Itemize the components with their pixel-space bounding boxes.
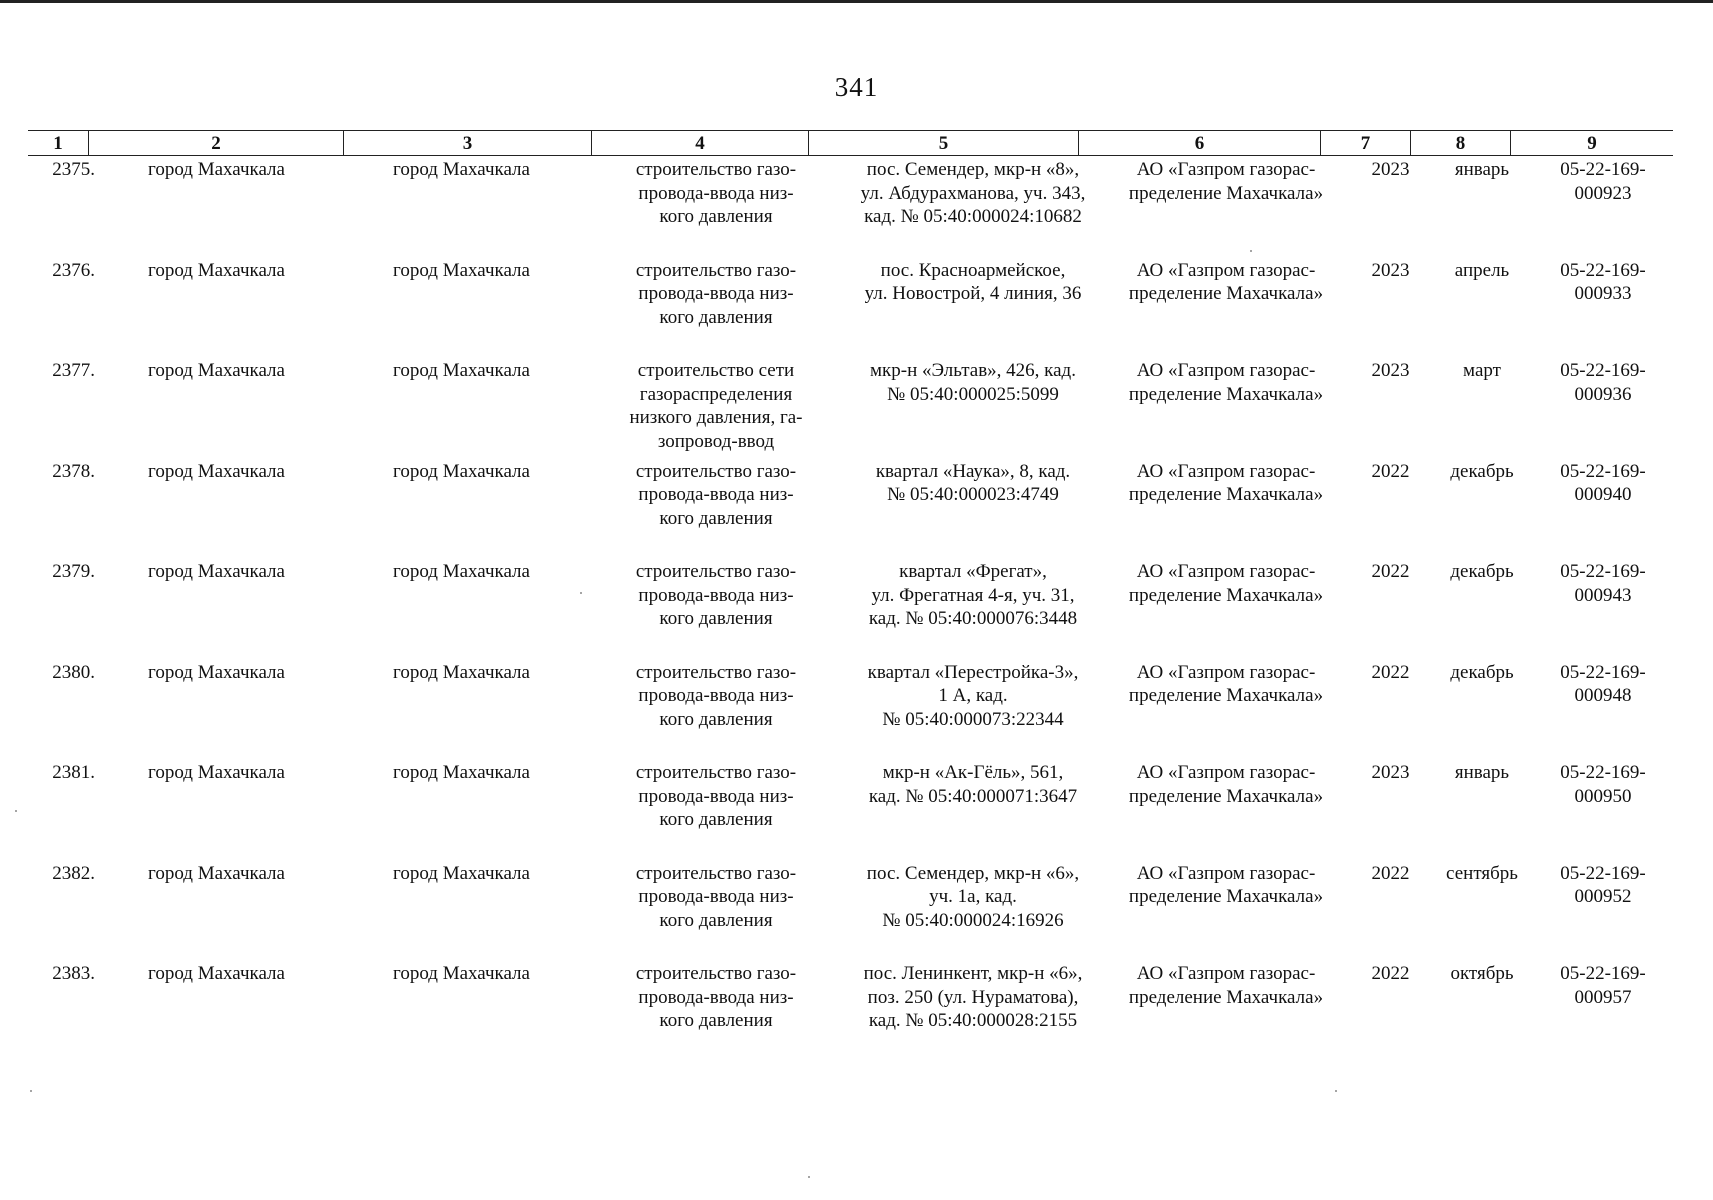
municipality-cell: город Махачкала: [148, 360, 285, 381]
purpose-cell: [588, 560, 844, 631]
purpose-cell-line: строительство газо-: [635, 762, 797, 783]
purpose-cell-line: кого давления: [659, 1010, 773, 1031]
purpose-cell-line: провода-ввода низ-: [638, 785, 794, 807]
municipality-cell: город Махачкала: [148, 963, 285, 984]
owner-cell: [1106, 862, 1346, 909]
address-cell-line: № 05:40:000025:5099: [887, 383, 1059, 405]
table-row: [28, 962, 1673, 1063]
address-cell-line: квартал «Фрегат»,: [899, 561, 1047, 582]
municipality-cell: город Махачкала: [148, 762, 285, 783]
municipality-cell: город Махачкала: [148, 460, 285, 482]
code-cell: [1533, 661, 1673, 708]
owner-cell: [1106, 359, 1346, 406]
code-cell: [1533, 158, 1673, 205]
column-header-8: 8: [1410, 131, 1510, 155]
code-cell-line: 000957: [1574, 986, 1632, 1008]
address-cell-line: пос. Семендер, мкр-н «6»,: [866, 862, 1080, 884]
purpose-cell: [588, 460, 844, 531]
code-cell-line: 05-22-169-: [1560, 561, 1646, 582]
code-cell: [1533, 460, 1673, 507]
municipality-cell: город Махачкала: [148, 561, 285, 582]
code-cell-line: 000940: [1574, 484, 1632, 505]
code-cell: [1533, 359, 1673, 406]
address-cell: [844, 962, 1102, 1033]
code-cell-line: 000923: [1574, 182, 1632, 204]
year-cell: 2023: [1371, 259, 1410, 281]
code-cell-line: 000948: [1574, 685, 1632, 706]
column-header-7: 7: [1320, 131, 1410, 155]
month-cell: январь: [1454, 762, 1510, 783]
purpose-cell: [588, 158, 844, 229]
code-cell: [1533, 962, 1673, 1009]
municipality-cell: город Махачкала: [148, 862, 285, 884]
year-cell: 2022: [1371, 561, 1410, 582]
scan-speck: [580, 592, 582, 594]
address-cell-line: мкр-н «Эльтав», 426, кад.: [870, 360, 1076, 381]
purpose-cell: [588, 359, 844, 453]
owner-cell-line: пределение Махачкала»: [1128, 986, 1324, 1008]
settlement-cell: город Махачкала: [393, 963, 530, 984]
table-row: [28, 359, 1673, 460]
purpose-cell-line: провода-ввода низ-: [638, 886, 794, 907]
owner-cell-line: АО «Газпром газорас-: [1136, 360, 1316, 381]
scan-speck: [30, 1090, 32, 1092]
purpose-cell-line: кого давления: [659, 708, 773, 730]
address-cell-line: мкр-н «Ак-Гёль», 561,: [882, 762, 1064, 783]
month-cell: сентябрь: [1446, 862, 1518, 884]
owner-cell-line: пределение Махачкала»: [1128, 283, 1324, 304]
owner-cell: [1106, 158, 1346, 205]
settlement-cell: город Махачкала: [393, 762, 530, 783]
settlement-cell: город Махачкала: [393, 360, 530, 381]
code-cell-line: 000936: [1574, 383, 1632, 405]
owner-cell-line: АО «Газпром газорас-: [1136, 963, 1316, 984]
purpose-cell-line: кого давления: [659, 206, 773, 227]
code-cell-line: 000943: [1574, 584, 1632, 606]
column-header-5: 5: [808, 131, 1078, 155]
purpose-cell: [588, 661, 844, 732]
purpose-cell-line: провода-ввода низ-: [638, 182, 794, 204]
row-number: 2378.: [52, 460, 95, 482]
address-cell-line: № 05:40:000023:4749: [887, 484, 1059, 505]
purpose-cell-line: газораспределения: [639, 383, 793, 405]
table-row: [28, 259, 1673, 360]
owner-cell-line: АО «Газпром газорас-: [1136, 561, 1316, 582]
year-cell: 2022: [1371, 862, 1410, 884]
column-header-4: 4: [591, 131, 808, 155]
code-cell-line: 05-22-169-: [1560, 963, 1646, 984]
address-cell: [844, 359, 1102, 406]
code-cell-line: 05-22-169-: [1560, 360, 1646, 381]
owner-cell: [1106, 761, 1346, 808]
row-number: 2379.: [52, 561, 95, 582]
address-cell-line: пос. Красноармейское,: [880, 259, 1066, 281]
purpose-cell-line: кого давления: [659, 909, 773, 931]
owner-cell-line: АО «Газпром газорас-: [1136, 862, 1316, 884]
code-cell-line: 05-22-169-: [1560, 460, 1646, 482]
code-cell-line: 05-22-169-: [1560, 762, 1646, 783]
address-cell-line: квартал «Перестройка-3»,: [867, 661, 1079, 683]
code-cell-line: 05-22-169-: [1560, 259, 1646, 281]
purpose-cell-line: кого давления: [659, 306, 773, 328]
purpose-cell-line: строительство газо-: [635, 561, 797, 582]
settlement-cell: город Махачкала: [393, 259, 530, 281]
purpose-cell: [588, 862, 844, 933]
address-cell-line: поз. 250 (ул. Нураматова),: [867, 986, 1079, 1008]
owner-cell-line: пределение Махачкала»: [1128, 484, 1324, 505]
purpose-cell: [588, 761, 844, 832]
owner-cell-line: АО «Газпром газорас-: [1136, 762, 1316, 783]
purpose-cell: [588, 962, 844, 1033]
owner-cell-line: АО «Газпром газорас-: [1136, 159, 1316, 180]
address-cell-line: 1 А, кад.: [938, 685, 1008, 706]
municipality-cell: город Махачкала: [148, 661, 285, 683]
address-cell: [844, 158, 1102, 229]
month-cell: апрель: [1454, 259, 1510, 281]
purpose-cell-line: провода-ввода низ-: [638, 283, 794, 304]
month-cell: декабрь: [1450, 460, 1514, 482]
address-cell-line: кад. № 05:40:000076:3448: [868, 608, 1078, 629]
year-cell: 2022: [1371, 460, 1410, 482]
settlement-cell: город Махачкала: [393, 661, 530, 683]
table-row: [28, 862, 1673, 963]
code-cell: [1533, 862, 1673, 909]
address-cell-line: кад. № 05:40:000071:3647: [868, 785, 1078, 807]
row-number: 2382.: [52, 862, 95, 884]
owner-cell-line: пределение Махачкала»: [1128, 383, 1324, 405]
scan-speck: [15, 810, 17, 812]
purpose-cell-line: кого давления: [659, 809, 773, 830]
address-cell-line: № 05:40:000073:22344: [882, 708, 1064, 730]
address-cell-line: квартал «Наука», 8, кад.: [875, 460, 1071, 482]
address-cell-line: кад. № 05:40:000024:10682: [864, 206, 1082, 227]
code-cell-line: 05-22-169-: [1560, 862, 1646, 884]
purpose-cell-line: провода-ввода низ-: [638, 685, 794, 706]
purpose-cell-line: строительство газо-: [635, 963, 797, 984]
address-cell-line: пос. Ленинкент, мкр-н «6»,: [863, 963, 1083, 984]
owner-cell: [1106, 259, 1346, 306]
table-row: [28, 761, 1673, 862]
code-cell-line: 000933: [1574, 283, 1632, 304]
municipality-cell: город Махачкала: [148, 259, 285, 281]
owner-cell: [1106, 560, 1346, 607]
row-number: 2375.: [52, 159, 95, 180]
column-header-3: 3: [343, 131, 591, 155]
address-cell: [844, 259, 1102, 306]
address-cell: [844, 661, 1102, 732]
column-header-9: 9: [1510, 131, 1673, 155]
scan-speck: [808, 1176, 810, 1178]
owner-cell-line: АО «Газпром газорас-: [1136, 661, 1316, 683]
owner-cell-line: пределение Махачкала»: [1128, 584, 1324, 606]
table-row: [28, 661, 1673, 762]
address-cell-line: пос. Семендер, мкр-н «8»,: [866, 159, 1080, 180]
year-cell: 2023: [1371, 762, 1410, 783]
address-cell-line: ул. Новострой, 4 линия, 36: [864, 283, 1082, 304]
row-number: 2380.: [52, 661, 95, 683]
address-cell-line: ул. Фрегатная 4-я, уч. 31,: [871, 584, 1075, 606]
row-number: 2383.: [52, 963, 95, 984]
page-number: 341: [834, 72, 879, 102]
owner-cell-line: пределение Махачкала»: [1128, 182, 1324, 204]
address-cell-line: № 05:40:000024:16926: [882, 909, 1064, 931]
purpose-cell-line: провода-ввода низ-: [638, 584, 794, 606]
row-number: 2377.: [52, 360, 95, 381]
settlement-cell: город Махачкала: [393, 460, 530, 482]
purpose-cell-line: низкого давления, га-: [629, 407, 803, 428]
purpose-cell-line: провода-ввода низ-: [638, 484, 794, 505]
purpose-cell-line: строительство газо-: [635, 460, 797, 482]
year-cell: 2023: [1371, 159, 1410, 180]
page-top-edge: [0, 0, 1713, 3]
code-cell-line: 05-22-169-: [1560, 159, 1646, 180]
address-cell: [844, 460, 1102, 507]
row-number: 2376.: [52, 259, 95, 281]
table-header-row: [28, 130, 1673, 156]
table-row: [28, 460, 1673, 561]
month-cell: январь: [1454, 159, 1510, 180]
month-cell: декабрь: [1450, 661, 1514, 683]
address-cell-line: кад. № 05:40:000028:2155: [868, 1010, 1078, 1031]
address-cell-line: ул. Абдурахманова, уч. 343,: [860, 182, 1086, 204]
year-cell: 2022: [1371, 963, 1410, 984]
municipality-cell: город Махачкала: [148, 159, 285, 180]
column-header-1: 1: [53, 133, 63, 154]
purpose-cell-line: строительство газо-: [635, 862, 797, 884]
address-cell: [844, 862, 1102, 933]
year-cell: 2022: [1371, 661, 1410, 683]
purpose-cell-line: провода-ввода низ-: [638, 986, 794, 1008]
row-number: 2381.: [52, 762, 95, 783]
purpose-cell-line: зопровод-ввод: [657, 430, 775, 452]
purpose-cell-line: кого давления: [659, 608, 773, 629]
column-header-2: 2: [88, 131, 343, 155]
month-cell: март: [1463, 360, 1501, 381]
month-cell: октябрь: [1450, 963, 1514, 984]
owner-cell-line: пределение Махачкала»: [1128, 886, 1324, 907]
code-cell-line: 05-22-169-: [1560, 661, 1646, 683]
code-cell-line: 000952: [1574, 886, 1632, 907]
address-cell: [844, 761, 1102, 808]
settlement-cell: город Махачкала: [393, 862, 530, 884]
month-cell: декабрь: [1450, 561, 1514, 582]
owner-cell-line: АО «Газпром газорас-: [1136, 259, 1316, 281]
owner-cell-line: пределение Махачкала»: [1128, 685, 1324, 706]
scan-speck: [1250, 250, 1252, 252]
table-row: [28, 158, 1673, 259]
purpose-cell-line: строительство сети: [637, 360, 795, 381]
code-cell-line: 000950: [1574, 785, 1632, 807]
owner-cell-line: АО «Газпром газорас-: [1136, 460, 1316, 482]
code-cell: [1533, 560, 1673, 607]
purpose-cell-line: строительство газо-: [635, 661, 797, 683]
purpose-cell-line: строительство газо-: [635, 159, 797, 180]
purpose-cell: [588, 259, 844, 330]
settlement-cell: город Махачкала: [393, 561, 530, 582]
year-cell: 2023: [1371, 360, 1410, 381]
owner-cell: [1106, 661, 1346, 708]
code-cell: [1533, 761, 1673, 808]
column-header-6: 6: [1078, 131, 1320, 155]
purpose-cell-line: кого давления: [659, 507, 773, 529]
owner-cell-line: пределение Махачкала»: [1128, 785, 1324, 807]
owner-cell: [1106, 962, 1346, 1009]
purpose-cell-line: строительство газо-: [635, 259, 797, 281]
code-cell: [1533, 259, 1673, 306]
scan-speck: [1335, 1090, 1337, 1092]
address-cell-line: уч. 1а, кад.: [929, 886, 1017, 907]
settlement-cell: город Махачкала: [393, 159, 530, 180]
owner-cell: [1106, 460, 1346, 507]
registry-table: [28, 130, 1673, 1031]
address-cell: [844, 560, 1102, 631]
table-row: [28, 560, 1673, 661]
